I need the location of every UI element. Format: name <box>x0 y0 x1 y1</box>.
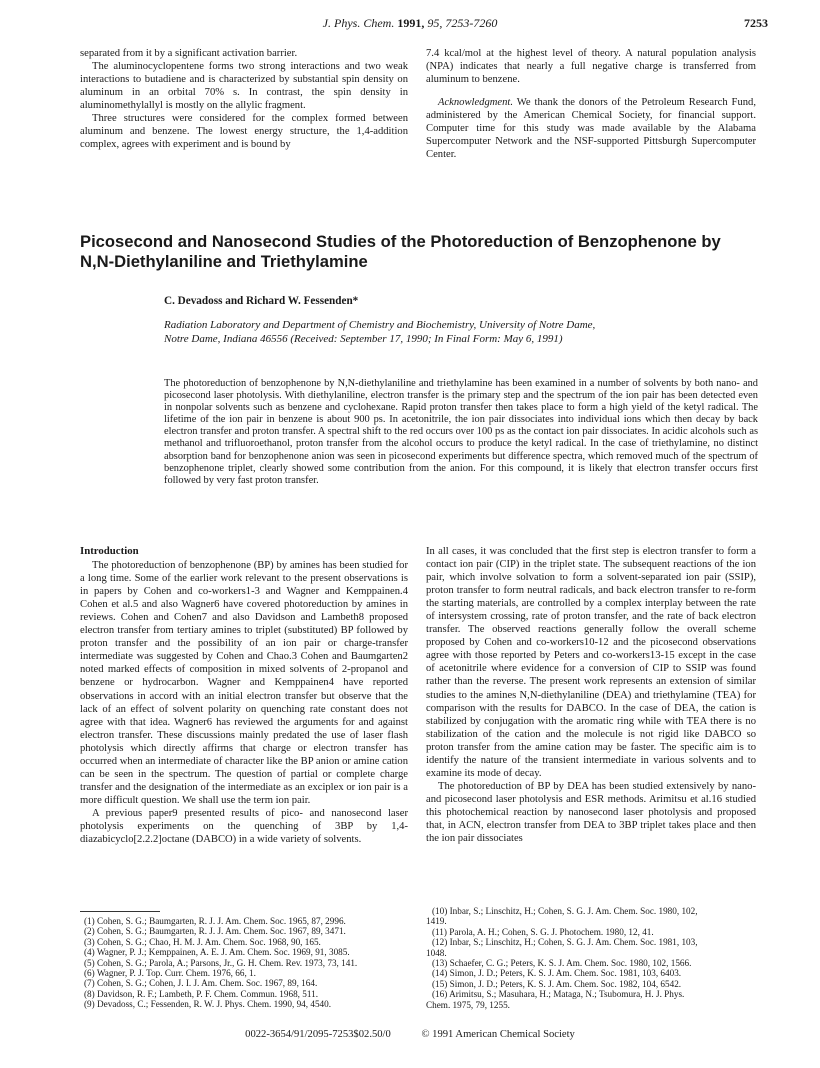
journal-volume: 95, <box>427 16 443 30</box>
prev-paragraph: The aluminocyclopentene forms two strong interactions and two weak interactions to butadiene and is characterized by substantial spin density on aluminum in an orbital 70% s. In contrast, the spin density in aluminomethylallyl is mostly on the allylic fragment. <box>80 61 408 112</box>
intro-paragraph: The photoreduction of BP by DEA has been studied extensively by nano- and picosecond laser photolysis and ESR methods. Arimitsu et al.16 studied this photochemical reaction by nanosecond laser photolysis and proposed that, in ACN, electron transfer from DEA to 3BP triplet takes place and then the ion pair dissociates <box>426 780 756 845</box>
journal-pages: 7253-7260 <box>445 16 498 30</box>
journal-name: J. Phys. Chem. <box>322 16 395 30</box>
reference-item: Chem. 1975, 79, 1255. <box>426 999 510 1010</box>
affiliation-line-1: Radiation Laboratory and Department of Chemistry and Biochemistry, University of Notre Dame, <box>164 319 596 331</box>
intro-paragraph: The photoreduction of benzophenone (BP) by amines has been studied for a long time. Some of the earlier work relevant to the present observations is in papers by Cohen and co-workers1-3 and Wagner and Kemppainen.4 Cohen et al.5 and also Wagner6 have covered photoreduction by amines in reviews. Cohen and Cohen7 and also Davidson and Lambeth8 proposed electron transfer from tertiary amines to triplet (substituted) BP followed by proton transfer and the possibility of an ion pair or charge-transfer intermediate was suggested by Cohen and Chao.3 Cohen and Baumgarten2 noted marked effects of composition in mixed solvents of 2-propanol and benzene or hydrocarbon. Wagner and Kemppainen4 have reported observations in accord with an initial electron transfer but observe that the lack of an effect of solvent polarity on quenching rate constant does not agree with that idea. Wagner6 has reviewed the arguments for and against electron transfer. These discussions mainly predated the use of laser flash photolysis which directly affirms that charge or electron transfer has occurred when an intermediate of character like the BP anion or amine cation can be seen in the spectrum. The question of partial or complete charge transfer and the designation of the intermediate as an exciplex or ion pair is a more difficult question. We shall use the term ion pair. <box>80 560 408 806</box>
acknowledgment-text: We thank the donors of the Petroleum Research Fund, administered by the American Chemical Society, for financial support. Computer time for this study was made available by the Alabama Supercomputer Network and the NSF-supported Pittsburgh Supercomputer Center. <box>426 97 756 161</box>
reference-item: (11) Parola, A. H.; Cohen, S. G. J. Photochem. 1980, 12, 41. <box>432 926 654 937</box>
reference-item: 1048. <box>426 947 447 958</box>
section-heading-introduction: Introduction <box>80 545 139 557</box>
reference-item: (7) Cohen, S. G.; Cohen, J. I. J. Am. Chem. Soc. 1967, 89, 164. <box>84 978 318 989</box>
reference-item: (1) Cohen, S. G.; Baumgarten, R. J. J. Am. Chem. Soc. 1965, 87, 2996. <box>84 916 346 926</box>
references-right <box>426 906 756 1010</box>
intro-right-column <box>426 545 756 845</box>
affiliation-line-2: Notre Dame, Indiana 46556 (Received: September 17, 1990; In Final Form: May 6, 1991) <box>164 332 563 345</box>
intro-paragraph: A previous paper9 presented results of pico- and nanosecond laser photolysis experiments on the quenching of 3BP by 1,4-diazabicyclo[2.2.2]octane (DABCO) in a wide variety of solvents. <box>80 807 408 846</box>
authors: C. Devadoss and Richard W. Fessenden* <box>164 295 359 307</box>
prev-paragraph: Three structures were considered for the complex formed between aluminum and benzene. The lowest energy structure, the 1,4-addition complex, agrees with experiment and is bound by <box>80 113 408 151</box>
article-title <box>80 232 760 272</box>
reference-item: (2) Cohen, S. G.; Baumgarten, R. J. J. Am. Chem. Soc. 1967, 89, 3471. <box>84 926 346 937</box>
copyright: © 1991 American Chemical Society <box>421 1029 575 1040</box>
footnote-rule-left <box>80 911 160 912</box>
reference-item: 1419. <box>426 916 447 927</box>
reference-item: (12) Inbar, S.; Linschitz, H.; Cohen, S. G. J. Am. Chem. Soc. 1981, 103, <box>432 937 698 948</box>
page-number: 7253 <box>744 16 768 30</box>
journal-year: 1991, <box>397 16 425 30</box>
acknowledgment-paragraph <box>426 96 756 161</box>
acknowledgment-label: Acknowledgment. <box>438 97 514 109</box>
abstract: The photoreduction of benzophenone by N,N-diethylaniline and triethylamine has been examined in a number of solvents by both nano- and picosecond laser photolysis. With diethylaniline, electron transfer is the primary step and the spectrum of the ion pair has been detected even in nonpolar solvents such as benzene and cyclohexane. Rapid proton transfer then takes place to form a high yield of the ketyl radical. The lifetime of the ion pair in benzene is about 900 ps. In acetonitrile, the ion pair dissociates into individual ions which then decay by back electron transfer and proton transfer. A spectral shift to the red occurs over 100 ps as the contact ion pair dissociates. In acidic alcohols such as methanol and trifluoroethanol, proton transfer from the alcohol occurs to produce the ketyl radical. In the case of triethylamine, no distinct absorption band for benzophenone anion was seen in picosecond experiments but difference spectra, which removed much of the spectrum of benzophenone triplet, clearly showed some contribution from the anion. For this compound, it is likely that electron transfer occurs first followed by very fast proton transfer. <box>164 378 758 486</box>
prev-paragraph: separated from it by a significant activation barrier. <box>80 48 298 59</box>
reference-item: (9) Devadoss, C.; Fessenden, R. W. J. Phys. Chem. 1990, 94, 4540. <box>84 999 332 1010</box>
references-left <box>84 916 408 1010</box>
page-footer <box>0 1029 820 1040</box>
reference-item: (16) Arimitsu, S.; Masuhara, H.; Mataga, N.; Tsubomura, H. J. Phys. <box>432 989 685 1000</box>
title-line-2: N,N-Diethylaniline and Triethylamine <box>80 252 368 271</box>
affiliation <box>164 319 764 346</box>
prev-paragraph: 7.4 kcal/mol at the highest level of theory. A natural population analysis (NPA) indicates that nearly a full negative charge is transferred from aluminum to benzene. <box>426 48 756 86</box>
reference-item: (3) Cohen, S. G.; Chao, H. M. J. Am. Chem. Soc. 1968, 90, 165. <box>84 936 321 947</box>
prev-article-right-column <box>426 47 756 161</box>
reference-item: (10) Inbar, S.; Linschitz, H.; Cohen, S. G. J. Am. Chem. Soc. 1980, 102, <box>432 906 698 916</box>
reference-item: (14) Simon, J. D.; Peters, K. S. J. Am. Chem. Soc. 1981, 103, 6403. <box>432 968 682 979</box>
reference-item: (5) Cohen, S. G.; Parola, A.; Parsons, Jr., G. H. Chem. Rev. 1973, 73, 141. <box>84 957 358 968</box>
running-header <box>0 16 820 31</box>
article-code: 0022-3654/91/2095-7253$02.50/0 <box>245 1029 391 1040</box>
intro-left-column <box>80 545 408 846</box>
prev-article-left-column <box>80 47 408 151</box>
intro-paragraph: In all cases, it was concluded that the first step is electron transfer to form a contact ion pair (CIP) in the triplet state. The subsequent reactions of the ion pair, which involve solvation to form a solvent-separated ion pair (SSIP), proton transfer to form neutral radicals, and back electron transfer to re-form the starting materials, are controlled by a complex interplay between the rate of intersystem crossing, rate of proton transfer, and the rate of back electron transfer. The observed reactions generally follow the overall scheme proposed by Cohen and co-workers10-12 and the picosecond observations agree with those reported by Peters and co-workers13-15 except in the case of acetonitrile where evidence for a conversion of CIP to SSIP was found rather than the reverse. The present work represents an extension of similar studies to the amines N,N-diethylaniline (DEA) and triethylamine (TEA) for comparison with the results for DABCO. In the case of DEA, the cation is stabilized by conjugation with the aromatic ring while with TEA there is no stabilization of the cation and the molecule is not rigid like DABCO so proton transfer from the amine cation may be faster. The specific aim is to identify the nature of the transient intermediate in various solvents and to examine its mode of decay. <box>426 546 756 779</box>
reference-item: (4) Wagner, P. J.; Kemppainen, A. E. J. Am. Chem. Soc. 1969, 91, 3085. <box>84 947 350 958</box>
reference-item: (6) Wagner, P. J. Top. Curr. Chem. 1976, 66, 1. <box>84 968 256 979</box>
title-line-1: Picosecond and Nanosecond Studies of the Photoreduction of Benzophenone by <box>80 232 721 251</box>
reference-item: (15) Simon, J. D.; Peters, K. S. J. Am. Chem. Soc. 1982, 104, 6542. <box>432 978 682 989</box>
reference-item: (13) Schaefer, C. G.; Peters, K. S. J. Am. Chem. Soc. 1980, 102, 1566. <box>432 958 692 969</box>
reference-item: (8) Davidson, R. F.; Lambeth, P. F. Chem. Commun. 1968, 511. <box>84 988 318 999</box>
